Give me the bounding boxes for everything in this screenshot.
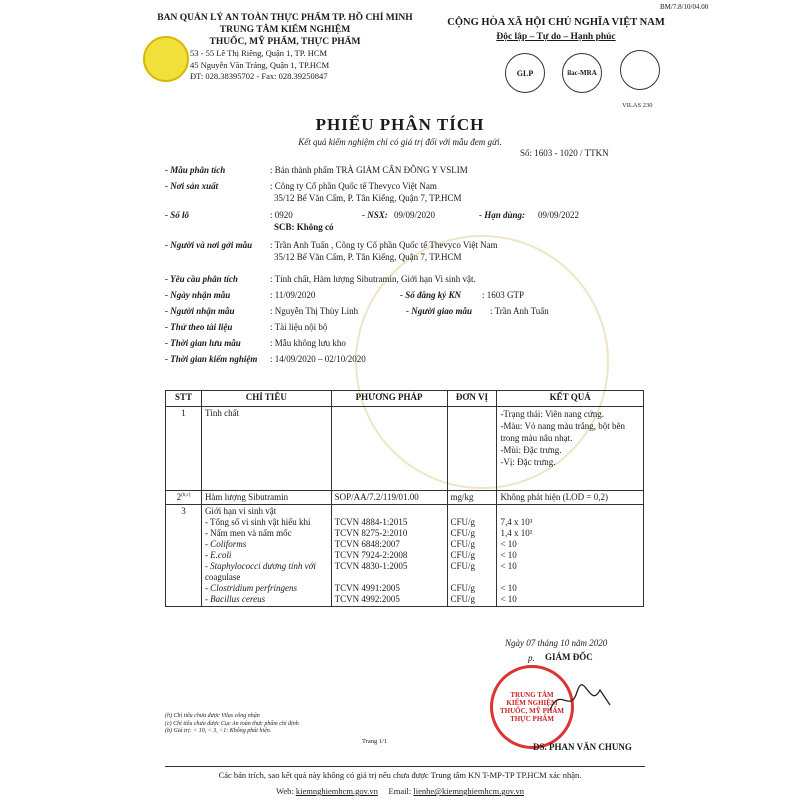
lot-label: - Số lô — [165, 210, 190, 220]
footnote: (b) Giá trị: < 10, < 3, <1: Không phát hiện. — [165, 728, 272, 734]
row-unit — [447, 505, 497, 607]
sender-value-1: : Trần Anh Tuấn , Công ty Cổ phần Quốc tế Thevyco Việt Nam — [270, 240, 498, 250]
row-unit: mg/kg — [447, 491, 497, 505]
test-time-value: : 14/09/2020 – 02/10/2020 — [270, 354, 366, 364]
registration-value: : 1603 GTP — [482, 290, 525, 300]
received-date-value: : 11/09/2020 — [270, 290, 316, 300]
sub-unit: CFU/g — [450, 561, 476, 571]
sub-result: < 10 — [500, 561, 517, 571]
scb-value: SCB: Không có — [274, 222, 334, 232]
receiver-label: - Người nhận mẫu — [165, 306, 235, 316]
col-header-result: KẾT QUẢ — [497, 391, 644, 407]
nsx-value: 09/09/2020 — [394, 210, 436, 220]
sub-method: TCVN 4830-1:2005 — [334, 561, 408, 571]
sample-value: : Bán thành phẩm TRÀ GIẢM CÂN ĐÔNG Y VSLIM — [270, 165, 468, 175]
row-method: SOP/AA/7.2/119/01.00 — [331, 491, 447, 505]
sub-unit: CFU/g — [450, 594, 476, 604]
table-row — [166, 505, 644, 607]
result-line: -Màu: Vỏ nang màu trắng, bột bên — [500, 421, 625, 431]
row-stt: 1 — [166, 407, 202, 491]
sub-result: < 10 — [500, 539, 517, 549]
page-subtitle: Kết quả kiểm nghiệm chỉ có giá trị đối với mẫu đem gửi. — [298, 137, 502, 147]
sub-criterion: - Staphylococci dương tính với — [204, 561, 316, 571]
row-unit — [447, 407, 497, 491]
row-method — [331, 505, 447, 607]
official-stamp-icon: TRUNG TÂM KIỂM NGHIỆM THUỐC, MỸ PHẨM THỰC PHẨM — [490, 665, 574, 749]
accreditation-badge-icon — [620, 50, 660, 90]
row-criterion — [201, 505, 331, 607]
deliverer-value: : Trần Anh Tuấn — [490, 306, 549, 316]
reference-label: - Thử theo tài liệu — [165, 322, 233, 332]
nsx-label: - NSX: — [362, 210, 388, 220]
result-line: -Trạng thái: Viên nang cứng. — [500, 409, 605, 419]
col-header-method: PHƯƠNG PHÁP — [331, 391, 447, 407]
signer-name: DS. PHAN VĂN CHUNG — [533, 742, 632, 752]
sub-result: 1,4 x 10² — [500, 528, 533, 538]
ilac-badge-icon: ilac-MRA — [562, 53, 602, 93]
web-link[interactable]: kiemnghiemhcm.gov.vn — [295, 786, 378, 796]
page-title: PHIẾU PHÂN TÍCH — [315, 115, 485, 134]
org-contact: ĐT: 028.38395702 - Fax: 028.39250847 — [190, 71, 328, 81]
issue-date: Ngày 07 tháng 10 năm 2020 — [505, 638, 608, 648]
table-row — [166, 407, 644, 491]
sample-label: - Mẫu phân tích — [165, 165, 226, 175]
registration-label: - Số đăng ký KN — [400, 290, 462, 300]
sub-unit: CFU/g — [450, 550, 476, 560]
web-label: Web: — [275, 786, 294, 796]
sub-criterion: - E.coli — [204, 550, 232, 560]
sub-unit: CFU/g — [450, 517, 476, 527]
request-label: - Yêu cầu phân tích — [165, 274, 238, 284]
lot-value: : 0920 — [270, 210, 293, 220]
deliverer-label: - Người giao mẫu — [406, 306, 472, 316]
col-header-criterion: CHỈ TIÊU — [201, 391, 331, 407]
received-date-label: - Ngày nhận mẫu — [165, 290, 231, 300]
row-criterion: Tính chất — [201, 407, 331, 491]
sub-criterion: - Nấm men và nấm mốc — [204, 528, 292, 538]
row-criterion: Hàm lượng Sibutramin — [201, 491, 331, 505]
sub-criterion: - Coliforms — [204, 539, 247, 549]
reference-value: : Tài liệu nội bộ — [270, 322, 328, 332]
table-header-row — [166, 391, 644, 407]
sub-criterion: - Bacillus cereus — [204, 594, 266, 604]
country-name: CỘNG HÒA XÃ HỘI CHỦ NGHĨA VIỆT NAM — [447, 17, 665, 28]
footnote: (h) Chỉ tiêu chưa được Vilas công nhận — [165, 713, 260, 719]
handwritten-signature-icon — [545, 680, 615, 720]
request-value: : Tính chất, Hàm lượng Sibutramin, Giới hạn Vi sinh vật. — [270, 274, 476, 284]
footer-disclaimer: Các bản trích, sao kết quả này không có giá trị nếu chưa được Trung tâm KN T-MP-TP TP.HCM xác nhận. — [218, 770, 582, 780]
storage-label: - Thời gian lưu mẫu — [165, 338, 241, 348]
form-code: BM/7.8/10/04.00 — [660, 3, 709, 11]
glp-badge-icon: GLP — [505, 53, 545, 93]
row-stt: 3 — [166, 505, 202, 607]
sender-value-2: 35/12 Bế Văn Cấm, P. Tân Kiểng, Quận 7, TP.HCM — [274, 252, 462, 262]
footnotes — [165, 713, 299, 736]
org-address-2: 45 Nguyễn Văn Tráng, Quận 1, TP.HCM — [190, 59, 330, 70]
sub-method: TCVN 4884-1:2015 — [334, 517, 408, 527]
signer-position: GIÁM ĐỐC — [545, 652, 593, 662]
org-name-1: BAN QUẢN LÝ AN TOÀN THỰC PHẨM TP. HỒ CHÍ MINH — [157, 13, 413, 23]
origin-value-1: : Công ty Cổ phần Quốc tế Thevyco Việt Nam — [270, 181, 437, 191]
sub-method: TCVN 4991:2005 — [334, 583, 400, 593]
sub-method: TCVN 7924-2:2008 — [334, 550, 408, 560]
results-table — [165, 390, 644, 607]
row-result: Không phát hiện (LOD = 0,2) — [497, 491, 644, 505]
expiry-value: 09/09/2022 — [538, 210, 580, 220]
page-number: Trang 1/1 — [362, 738, 388, 745]
org-header — [135, 12, 435, 83]
sub-unit: CFU/g — [450, 539, 476, 549]
sub-method: TCVN 6848:2007 — [334, 539, 400, 549]
result-line: trong màu nâu nhạt. — [500, 433, 573, 443]
origin-value-2: 35/12 Bế Văn Cấm, P. Tân Kiểng, Quận 7, TP.HCM — [274, 193, 462, 203]
row-result — [497, 407, 644, 491]
org-address-1: 53 - 55 Lê Thị Riêng, Quận 1, TP. HCM — [190, 48, 328, 58]
origin-label: - Nơi sản xuất — [165, 181, 219, 191]
sender-label: - Người và nơi gởi mẫu — [165, 240, 253, 250]
footnote: (c) Chỉ tiêu chưa được Cục An toàn thực phẩm chỉ định — [165, 720, 299, 727]
result-line: -Vị: Đặc trưng. — [500, 457, 556, 467]
sub-method: TCVN 8275-2:2010 — [334, 528, 408, 538]
sub-unit: CFU/g — [450, 528, 476, 538]
group-title: Giới hạn vi sinh vật — [204, 506, 277, 516]
test-time-label: - Thời gian kiểm nghiệm — [165, 354, 258, 364]
sub-result: 7,4 x 10³ — [500, 517, 533, 527]
row-stt: 2$^{(h,c)}$ — [166, 491, 202, 505]
sub-result: < 10 — [500, 583, 517, 593]
sub-result: < 10 — [500, 550, 517, 560]
sub-criterion: coagulase — [204, 572, 241, 582]
country-motto: Độc lập – Tự do – Hạnh phúc — [496, 32, 616, 42]
footer-contact — [0, 786, 800, 796]
sub-criterion: - Tổng số vi sinh vật hiếu khí — [204, 517, 311, 527]
col-header-stt: STT — [166, 391, 202, 407]
result-line: -Mùi: Đặc trưng. — [500, 445, 562, 455]
country-header — [436, 16, 676, 44]
row-method — [331, 407, 447, 491]
vilas-label: VILAS 230 — [622, 102, 653, 109]
row-result — [497, 505, 644, 607]
email-link[interactable]: lienhe@kiemnghiemhcm.gov.vn — [413, 786, 525, 796]
sub-method: TCVN 4992:2005 — [334, 594, 400, 604]
org-name-2: TRUNG TÂM KIỂM NGHIỆM — [219, 25, 351, 35]
sub-unit: CFU/g — [450, 583, 476, 593]
sub-criterion: - Clostridium perfringens — [204, 583, 297, 593]
signature-prefix: p. — [528, 653, 535, 663]
expiry-label: - Hạn dùng: — [479, 210, 526, 220]
email-label: Email: — [388, 786, 412, 796]
sub-result: < 10 — [500, 594, 517, 604]
receiver-value: : Nguyễn Thị Thùy Linh — [270, 306, 359, 316]
table-row — [166, 491, 644, 505]
footer-divider — [165, 766, 645, 767]
col-header-unit: ĐƠN VỊ — [447, 391, 497, 407]
org-name-3: THUỐC, MỸ PHẨM, THỰC PHẨM — [209, 37, 361, 47]
report-number: Số: 1603 - 1020 / TTKN — [520, 148, 609, 158]
storage-value: : Mẫu không lưu kho — [270, 338, 346, 348]
